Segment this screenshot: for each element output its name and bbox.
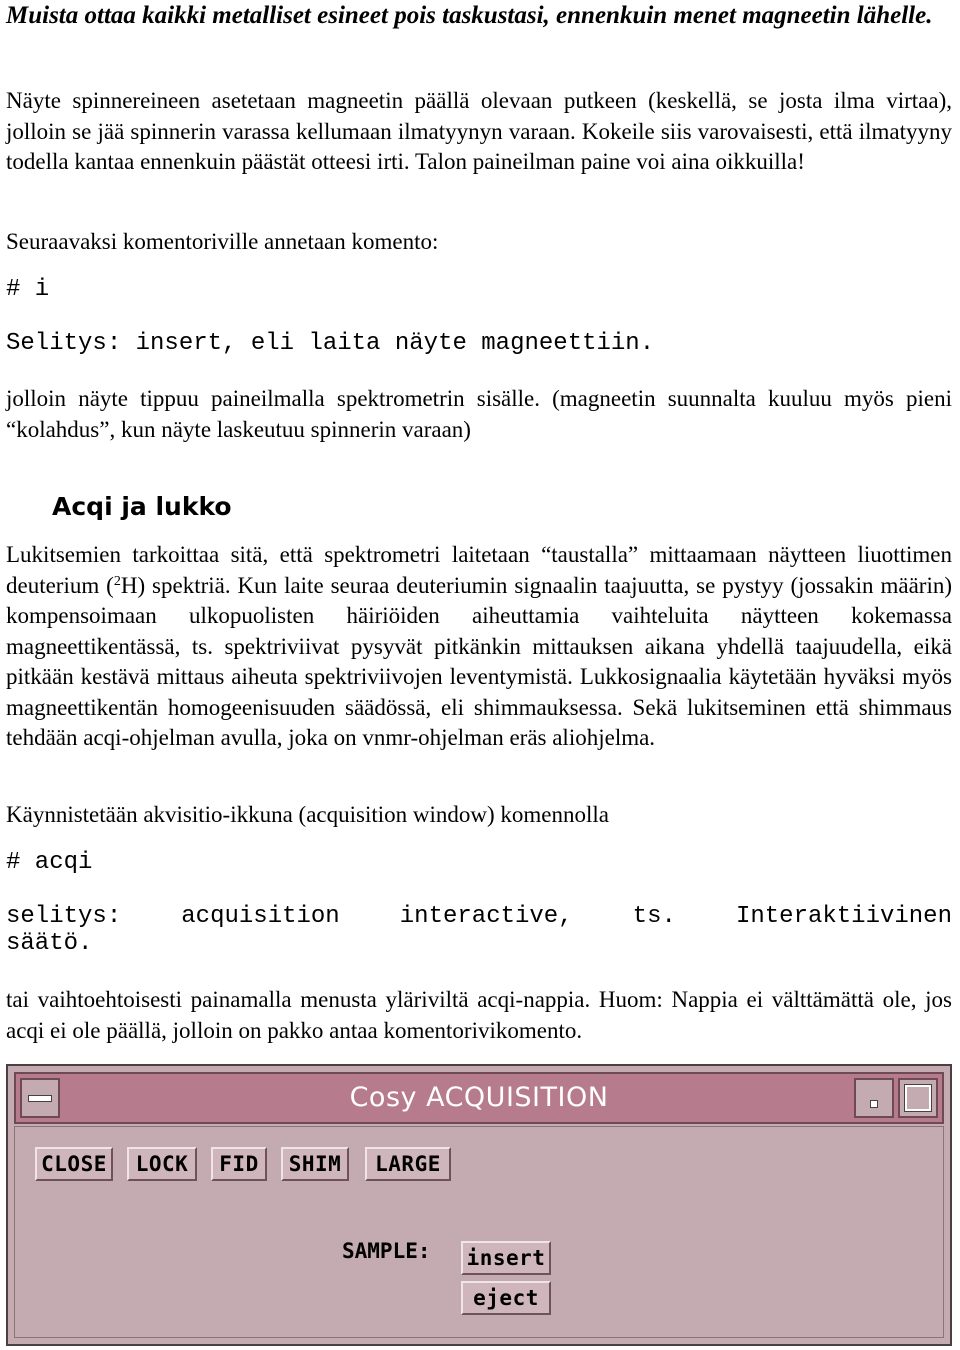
fid-button[interactable]: FID <box>211 1147 267 1181</box>
window-title: Cosy ACQUISITION <box>349 1082 609 1113</box>
section-heading: Acqi ja lukko <box>52 492 232 521</box>
paragraph-acqi-start: Käynnistetään akvisitio-ikkuna (acquisition window) komennolla <box>6 802 609 827</box>
lock-button[interactable]: LOCK <box>127 1147 197 1181</box>
explain-word: Interaktiivinen <box>735 903 952 930</box>
paragraph-locking <box>6 540 952 754</box>
command-acqi-explanation <box>6 903 952 957</box>
command-insert: # i <box>6 276 50 303</box>
explain-word: interactive, <box>399 903 573 930</box>
paragraph-spinner: Näyte spinnereineen asetetaan magneetin päällä olevaan putkeen (keskellä, se josta ilma virtaa), jolloin se jää spinnerin varassa kellumaan ilmatyynyn varaan. Kokeile siis varovaisesti, että ilmatyyny todella kantaa ennenkuin päästät otteesi irti. Talon paineilman paine voi aina oikkuilla! <box>6 88 952 174</box>
isotope-superscript: 2 <box>113 573 121 589</box>
paragraph-sample-drop: jolloin näyte tippuu paineilmalla spektrometrin sisälle. (magneetin suunnalta kuuluu myös pieni “kolahdus”, kun näyte laskeutuu spinnerin varaan) <box>6 386 952 442</box>
window-titlebar[interactable] <box>14 1072 944 1124</box>
paragraph-locking-part2: H) spektriä. Kun laite seuraa deuteriumin signaalin taajuutta, se pystyy (jossakin määrin) kompensoimaan ulkopuolisten häiriöiden aiheuttamia vaihteluita näytteen kokemassa magneettikentässä, ts. spektriviivat pysyvät pitkänkin mittauksen aikana yhdellä taajuudella, eikä pitkään kestävä mittaus aiheuta spektriviivojen leventymistä. Lukkosignaalia käytetään hyväksi myös magneettikentän homogeenisuuden säädössä, eli shimmauksessa. Sekä lukitseminen että shimmaus tehdään acqi-ohjelman avulla, joka on vnmr-ohjelman eräs aliohjelma. <box>6 572 953 750</box>
shim-button[interactable]: SHIM <box>281 1147 349 1181</box>
sample-label: SAMPLE: <box>342 1239 431 1263</box>
paragraph-command-intro: Seuraavaksi komentoriville annetaan komento: <box>6 229 439 254</box>
explain-word: acquisition <box>181 903 340 930</box>
minimize-icon[interactable] <box>854 1078 894 1118</box>
explain-continuation: säätö. <box>6 930 93 957</box>
explain-word: selitys: <box>6 903 122 930</box>
eject-button[interactable]: eject <box>461 1281 551 1315</box>
close-button[interactable]: CLOSE <box>35 1147 113 1181</box>
command-insert-explanation: Selitys: insert, eli laita näyte magneettiin. <box>6 330 655 357</box>
warning-text: Muista ottaa kaikki metalliset esineet pois taskustasi, ennenkuin menet magneetin lähelle. <box>6 2 933 29</box>
paragraph-menu-alternative: tai vaihtoehtoisesti painamalla menusta yläriviltä acqi-nappia. Huom: Nappia ei välttämättä ole, jos acqi ei ole päällä, jolloin on pakko antaa komentorivikomento. <box>6 987 952 1043</box>
window-content <box>14 1126 944 1338</box>
command-acqi: # acqi <box>6 849 93 876</box>
maximize-icon[interactable] <box>898 1078 938 1118</box>
insert-button[interactable]: insert <box>461 1241 551 1275</box>
explain-word: ts. <box>632 903 676 930</box>
large-button[interactable]: LARGE <box>365 1147 451 1181</box>
paragraph-locking-part1: Lukitsemien tarkoittaa sitä, että spektrometri laitetaan “taustalla” mittaamaan näytteen liuottimen deuterium ( <box>6 542 952 598</box>
acquisition-window <box>6 1064 952 1346</box>
